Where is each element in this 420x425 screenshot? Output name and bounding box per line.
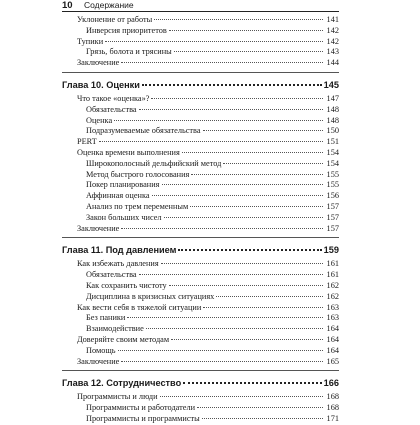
toc-section-entry[interactable] — [62, 137, 339, 148]
dot-leader — [139, 108, 323, 110]
toc-entry-title: Заключение — [77, 58, 120, 68]
dot-leader — [162, 183, 324, 185]
toc-subsection-entry[interactable] — [62, 213, 339, 224]
page-number: 10 — [62, 0, 73, 11]
table-of-contents — [62, 15, 339, 425]
dot-leader — [121, 227, 323, 229]
toc-entry-title: Как вести себя в тяжелой ситуации — [77, 302, 202, 312]
toc-page-number: 155 — [326, 180, 339, 190]
toc-subsection-entry[interactable] — [62, 126, 339, 137]
dot-leader — [154, 18, 323, 20]
toc-entry-title: Глава 12. Сотрудничество — [62, 378, 182, 389]
toc-entry-title: Заключение — [77, 356, 120, 366]
toc-subsection-entry[interactable] — [62, 191, 339, 202]
toc-subsection-entry[interactable] — [62, 346, 339, 357]
dot-leader — [142, 83, 322, 86]
toc-entry-title: Глава 11. Под давлением — [62, 245, 177, 256]
toc-subsection-entry[interactable] — [62, 170, 339, 181]
dot-leader — [160, 395, 323, 397]
toc-entry-title: Доверяйте своим методам — [77, 334, 170, 344]
toc-section-entry[interactable] — [62, 357, 339, 368]
dot-leader — [171, 338, 323, 340]
toc-page-number: 166 — [323, 378, 339, 389]
toc-page-number: 147 — [326, 93, 339, 103]
dot-leader — [114, 119, 323, 121]
toc-entry-title: Как сохранить чистоту — [86, 280, 167, 290]
toc-subsection-entry[interactable] — [62, 403, 339, 414]
toc-page-number: 150 — [326, 126, 339, 136]
section-divider — [62, 370, 339, 371]
toc-subsection-entry[interactable] — [62, 47, 339, 58]
toc-entry-title: Закон больших чисел — [86, 212, 162, 222]
toc-entry-title: PERT — [77, 137, 97, 147]
dot-leader — [118, 349, 323, 351]
toc-entry-title: Дисциплина в кризисных ситуациях — [86, 291, 215, 301]
toc-page-number: 161 — [326, 259, 339, 269]
dot-leader — [197, 406, 323, 408]
toc-page-number: 148 — [326, 115, 339, 125]
toc-section-entry[interactable] — [62, 392, 339, 403]
toc-page-number: 171 — [326, 413, 339, 423]
toc-page-number: 168 — [326, 403, 339, 413]
toc-page-number: 161 — [326, 270, 339, 280]
toc-page-number: 141 — [326, 15, 339, 24]
toc-section-entry[interactable] — [62, 335, 339, 346]
toc-entry-title: Инверсия приоритетов — [86, 25, 167, 35]
toc-entry-title: Анализ по трем переменным — [86, 201, 189, 211]
dot-leader — [203, 306, 323, 308]
page-header — [62, 0, 339, 12]
toc-entry-title: Аффинная оценка — [86, 191, 150, 201]
dot-leader — [169, 284, 323, 286]
dot-leader — [169, 29, 323, 31]
toc-subsection-entry[interactable] — [62, 270, 339, 281]
toc-page-number: 168 — [326, 392, 339, 402]
toc-page-number: 154 — [326, 147, 339, 157]
toc-entry-title: Широкополосный дельфийский метод — [86, 158, 222, 168]
toc-entry-title: Программисты и работодатели — [86, 403, 196, 413]
toc-subsection-entry[interactable] — [62, 281, 339, 292]
toc-page-number: 165 — [326, 356, 339, 366]
toc-subsection-entry[interactable] — [62, 116, 339, 127]
toc-chapter-heading[interactable] — [62, 377, 339, 389]
toc-subsection-entry[interactable] — [62, 292, 339, 303]
toc-entry-title: Взаимодействие — [86, 324, 144, 334]
toc-page-number: 164 — [326, 345, 339, 355]
toc-page-number: 156 — [326, 191, 339, 201]
toc-subsection-entry[interactable] — [62, 202, 339, 213]
dot-leader — [99, 140, 323, 142]
toc-entry-title: Обязательства — [86, 104, 137, 114]
toc-section-entry[interactable] — [62, 303, 339, 314]
toc-section-entry[interactable] — [62, 37, 339, 48]
toc-page-number: 157 — [326, 212, 339, 222]
dot-leader — [174, 50, 323, 52]
toc-page-number: 164 — [326, 334, 339, 344]
toc-entry-title: Программисты и программисты — [86, 413, 200, 423]
dot-leader — [151, 97, 323, 99]
section-divider — [62, 237, 339, 238]
toc-subsection-entry[interactable] — [62, 159, 339, 170]
toc-section-entry[interactable] — [62, 224, 339, 235]
toc-section-entry[interactable] — [62, 148, 339, 159]
dot-leader — [164, 216, 323, 218]
section-divider — [62, 72, 339, 73]
toc-page-number: 144 — [326, 58, 339, 68]
running-title: Содержание — [83, 0, 134, 10]
dot-leader — [178, 248, 321, 251]
toc-page-number: 163 — [326, 302, 339, 312]
toc-entry-title: Обязательства — [86, 270, 137, 280]
toc-entry-title: Тупики — [77, 36, 104, 46]
toc-entry-title: Что такое «оценка»? — [77, 93, 150, 103]
dot-leader — [183, 381, 321, 384]
dot-leader — [121, 61, 323, 63]
toc-page-number: 162 — [326, 280, 339, 290]
toc-entry-title: Метод быстрого голосования — [86, 169, 190, 179]
toc-entry-title: Заключение — [77, 223, 120, 233]
toc-page-number: 163 — [326, 313, 339, 323]
toc-page-number: 143 — [326, 47, 339, 57]
toc-section-entry[interactable] — [62, 94, 339, 105]
toc-section-entry[interactable] — [62, 259, 339, 270]
toc-subsection-entry[interactable] — [62, 105, 339, 116]
toc-page-number: 142 — [326, 36, 339, 46]
toc-subsection-entry[interactable] — [62, 180, 339, 191]
dot-leader — [105, 40, 323, 42]
dot-leader — [182, 151, 323, 153]
toc-section-entry[interactable] — [62, 15, 339, 26]
toc-page-number: 142 — [326, 25, 339, 35]
toc-subsection-entry[interactable] — [62, 324, 339, 335]
toc-page-number: 148 — [326, 104, 339, 114]
toc-entry-title: Глава 10. Оценки — [62, 79, 140, 90]
dot-leader — [139, 273, 323, 275]
toc-entry-title: Оценка времени выполнения — [77, 147, 180, 157]
toc-subsection-entry[interactable] — [62, 26, 339, 37]
toc-chapter-heading[interactable] — [62, 244, 339, 256]
toc-page-number: 145 — [323, 79, 339, 90]
dot-leader — [152, 194, 323, 196]
toc-page-number: 151 — [326, 137, 339, 147]
toc-entry-title: Программисты и люди — [77, 392, 158, 402]
dot-leader — [223, 162, 323, 164]
toc-page-number: 155 — [326, 169, 339, 179]
dot-leader — [121, 360, 323, 362]
toc-entry-title: Грязь, болота и трясины — [86, 47, 172, 57]
toc-page-number: 159 — [323, 245, 339, 256]
toc-page-number: 162 — [326, 291, 339, 301]
toc-entry-title: Как избежать давления — [77, 259, 159, 269]
toc-page-number: 164 — [326, 324, 339, 334]
toc-subsection-entry[interactable] — [62, 414, 339, 425]
toc-section-entry[interactable] — [62, 58, 339, 69]
toc-page-number: 154 — [326, 158, 339, 168]
dot-leader — [191, 173, 323, 175]
toc-subsection-entry[interactable] — [62, 313, 339, 324]
dot-leader — [146, 327, 323, 329]
dot-leader — [127, 316, 323, 318]
dot-leader — [203, 129, 323, 131]
toc-entry-title: Помощь — [86, 345, 116, 355]
dot-leader — [202, 417, 323, 419]
toc-entry-title: Без паники — [86, 313, 126, 323]
toc-entry-title: Подразумеваемые обязательства — [86, 126, 201, 136]
toc-entry-title: Уклонение от работы — [77, 15, 153, 24]
toc-page-number: 157 — [326, 223, 339, 233]
dot-leader — [190, 205, 323, 207]
toc-entry-title: Оценка — [86, 115, 113, 125]
dot-leader — [216, 295, 323, 297]
toc-page-number: 157 — [326, 201, 339, 211]
toc-entry-title: Покер планирования — [86, 180, 160, 190]
dot-leader — [161, 262, 323, 264]
toc-chapter-heading[interactable] — [62, 79, 339, 91]
